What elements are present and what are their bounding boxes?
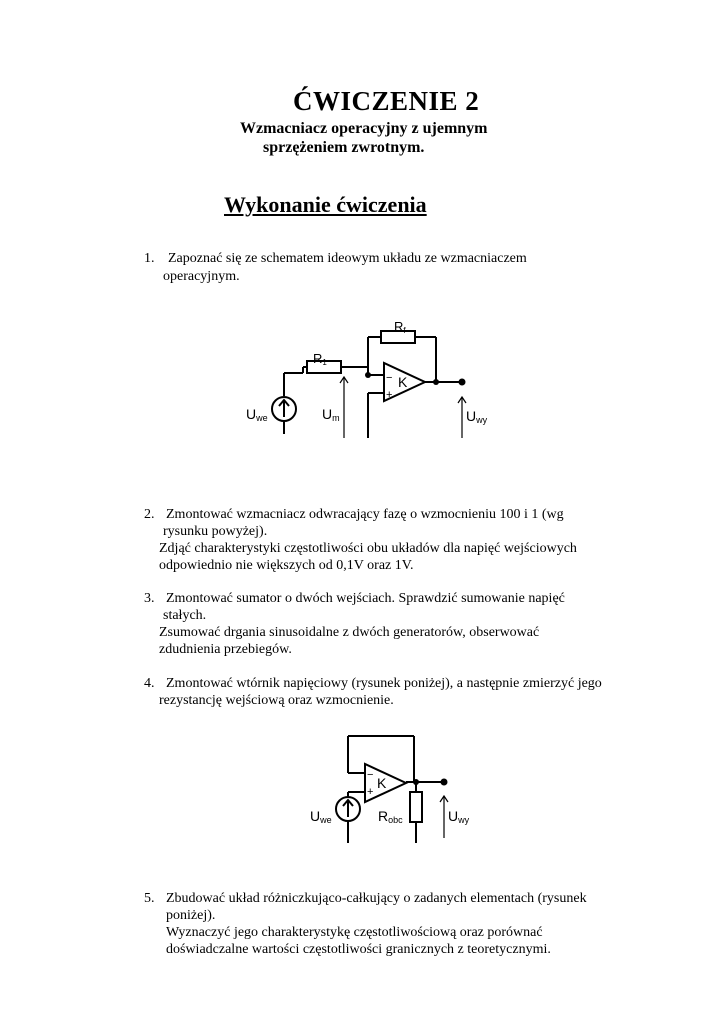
item-3-line-4: zdudnienia przebiegów. — [159, 642, 292, 657]
label-uwe: Uwe — [310, 808, 332, 825]
minus-sign: − — [386, 372, 393, 384]
item-5-line-3: Wyznaczyć jego charakterystykę częstotliwościową oraz porównać — [166, 925, 543, 940]
label-uwy: Uwy — [466, 408, 488, 425]
label-uwy: Uwy — [448, 808, 470, 825]
section-title: Wykonanie ćwiczenia — [224, 192, 427, 217]
label-rf: Rf — [394, 319, 406, 335]
item-4-line-1: Zmontować wtórnik napięciowy (rysunek poniżej), a następnie zmierzyć jego — [166, 676, 602, 691]
item-1-line-2: operacyjnym. — [163, 269, 240, 284]
item-3-line-1: Zmontować sumator o dwóch wejściach. Sprawdzić sumowanie napięć — [166, 591, 565, 606]
output-terminal-dot — [459, 379, 466, 386]
item-4-line-2: rezystancję wejściową oraz wzmocnienie. — [159, 693, 394, 708]
um-arrow-icon — [340, 377, 348, 438]
page-title: ĆWICZENIE 2 — [293, 86, 480, 116]
uwy-arrow-icon — [458, 397, 466, 438]
item-5-line-2: poniżej). — [166, 908, 216, 923]
inverting-amplifier-diagram — [240, 305, 510, 445]
item-5-line-1: Zbudować układ różniczkująco-całkujący o zadanych elementach (rysunek — [166, 891, 587, 906]
item-2-line-2: rysunku powyżej). — [163, 524, 268, 539]
item-2-line-1: Zmontować wzmacniacz odwracający fazę o wzmocnieniu 100 i 1 (wg — [166, 507, 564, 522]
label-k: K — [377, 775, 387, 791]
item-5-line-4: doświadczalne wartości częstotliwości granicznych z teoretycznymi. — [166, 942, 551, 957]
item-3-number: 3. — [144, 591, 155, 606]
item-3-line-3: Zsumować drgania sinusoidalne z dwóch generatorów, obserwować — [159, 625, 540, 640]
item-2-line-4: odpowiednio nie większych od 0,1V oraz 1V. — [159, 558, 414, 573]
output-terminal-dot — [441, 779, 448, 786]
label-uwe: Uwe — [246, 406, 268, 423]
junction-dot — [433, 379, 439, 385]
junction-dot — [413, 779, 419, 785]
item-1-line-1: Zapoznać się ze schematem ideowym układu ze wzmacniaczem — [168, 251, 527, 266]
item-5-number: 5. — [144, 891, 155, 906]
item-1-number: 1. — [144, 251, 155, 266]
uwy-arrow-icon — [440, 796, 448, 838]
item-2-line-3: Zdjąć charakterystyki częstotliwości obu układów dla napięć wejściowych — [159, 541, 577, 556]
item-4-number: 4. — [144, 676, 155, 691]
item-3-line-2: stałych. — [163, 608, 207, 623]
label-robc: Robc — [378, 808, 403, 825]
plus-sign: + — [367, 786, 374, 798]
subtitle-line-1: Wzmacniacz operacyjny z ujemnym — [240, 120, 488, 137]
subtitle-line-2: sprzężeniem zwrotnym. — [263, 139, 425, 156]
minus-sign: − — [367, 769, 374, 781]
item-2-number: 2. — [144, 507, 155, 522]
label-um: Um — [322, 406, 340, 423]
resistor-robc — [410, 792, 422, 822]
plus-sign: + — [386, 389, 393, 401]
label-r1: R1 — [313, 351, 327, 367]
label-k: K — [398, 374, 408, 390]
voltage-follower-diagram — [300, 730, 500, 850]
junction-dot — [365, 372, 371, 378]
